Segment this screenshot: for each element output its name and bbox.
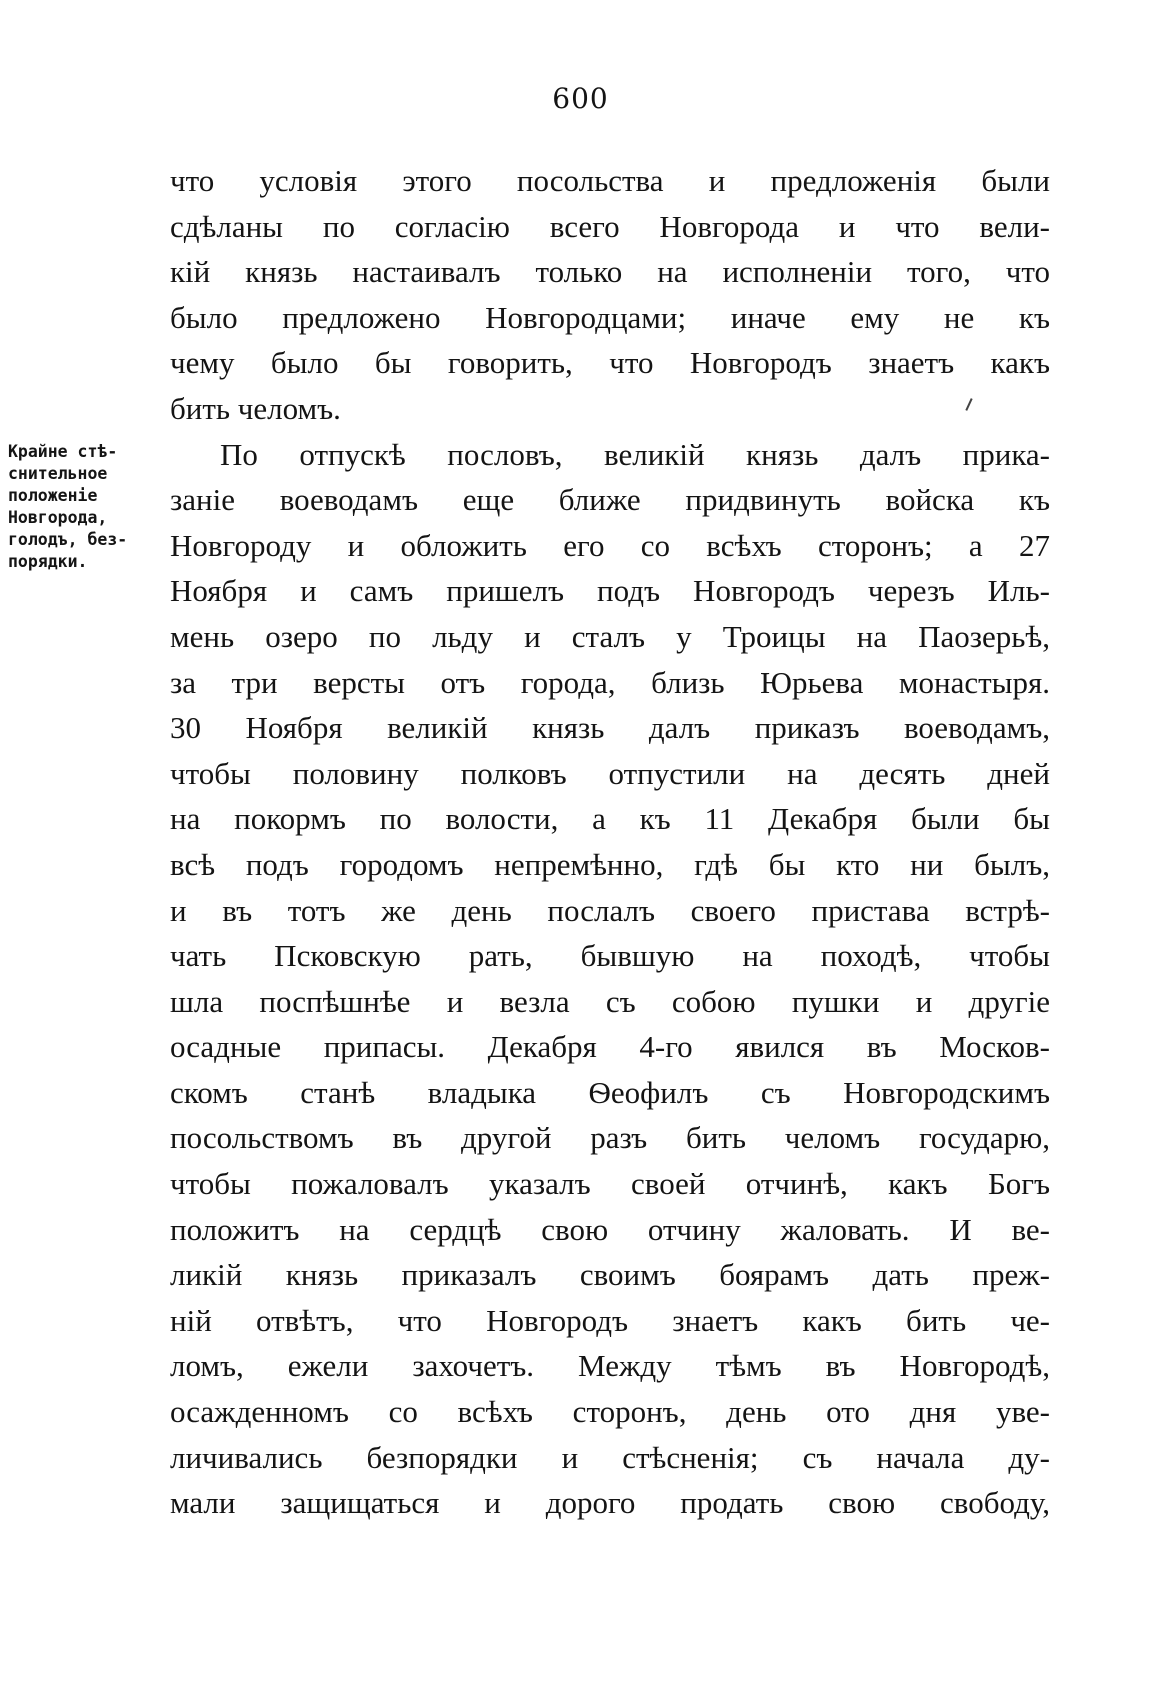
text-line: за три версты отъ города, близь Юрьева монастыря. (170, 664, 1050, 700)
paragraph-2 (170, 432, 1050, 1526)
text-line: личивались безпорядки и стѣсненія; съ начала ду- (170, 1439, 1050, 1475)
text-line: бить челомъ. (170, 390, 341, 426)
text-line: По отпускѣ пословъ, великій князь далъ прика- (220, 436, 1050, 472)
text-line: положитъ на сердцѣ свою отчину жаловать. И ве- (170, 1211, 1050, 1247)
text-line: шла поспѣшнѣе и везла съ собою пушки и другіе (170, 983, 1050, 1019)
paragraph-1 (170, 158, 1050, 432)
margin-note-line: положеніе (8, 486, 98, 505)
text-line: всѣ подъ городомъ непремѣнно, гдѣ бы кто ни былъ, (170, 846, 1050, 882)
text-line: заніе воеводамъ еще ближе придвинуть войска къ (170, 482, 1050, 518)
text-line: было предложено Новгородцами; иначе ему не къ (170, 299, 1050, 335)
margin-note-line: Новгорода, (8, 508, 108, 527)
text-line: мали защищаться и дорого продать свою свободу, (170, 1485, 1050, 1521)
text-line: на покормъ по волости, а къ 11 Декабря были бы (170, 801, 1050, 837)
text-line: скомъ станѣ владыка Ѳеофилъ съ Новгородскимъ (170, 1074, 1050, 1110)
text-line: мень озеро по льду и сталъ у Троицы на Паозерьѣ, (170, 618, 1050, 654)
text-line: 30 Ноября великій князь далъ приказъ воеводамъ, (170, 710, 1050, 746)
page-number: 600 (552, 82, 609, 115)
margin-note-line: порядки. (8, 552, 88, 571)
margin-note-line: Крайне стѣ- (8, 442, 118, 461)
text-line: осажденномъ со всѣхъ сторонъ, день ото дня уве- (170, 1394, 1050, 1430)
margin-note-line: снительное (8, 464, 108, 483)
text-line: ломъ, ежели захочетъ. Между тѣмъ въ Новгородѣ, (170, 1348, 1050, 1384)
text-line: чтобы половину полковъ отпустили на десять дней (170, 755, 1050, 791)
text-line: чать Псковскую рать, бывшую на походѣ, чтобы (170, 938, 1050, 974)
margin-note-line: голодъ, без- (8, 530, 128, 549)
text-line: и въ тотъ же день послалъ своего пристава встрѣ- (170, 892, 1050, 928)
body-text (170, 158, 1050, 1526)
text-line: осадные припасы. Декабря 4-го явился въ Москов- (170, 1029, 1050, 1065)
text-line: чтобы пожаловалъ указалъ своей отчинѣ, какъ Богъ (170, 1166, 1050, 1202)
text-line: посольствомъ въ другой разъ бить челомъ государю, (170, 1120, 1050, 1156)
text-line: ликій князь приказалъ своимъ боярамъ дать преж- (170, 1257, 1050, 1293)
margin-note (8, 441, 163, 573)
text-line: что условія этого посольства и предложенія были (170, 163, 1050, 198)
text-line: Новгороду и обложить его со всѣхъ сторонъ; а 27 (170, 527, 1050, 563)
text-line: сдѣланы по согласію всего Новгорода и что вели- (170, 208, 1050, 244)
text-line: Ноября и самъ пришелъ подъ Новгородъ черезъ Иль- (170, 573, 1050, 609)
text-line: чему было бы говорить, что Новгородъ знаетъ какъ (170, 345, 1050, 381)
text-line: кій князь настаивалъ только на исполненіи того, что (170, 254, 1050, 290)
text-line: ній отвѣтъ, что Новгородъ знаетъ какъ бить че- (170, 1302, 1050, 1338)
